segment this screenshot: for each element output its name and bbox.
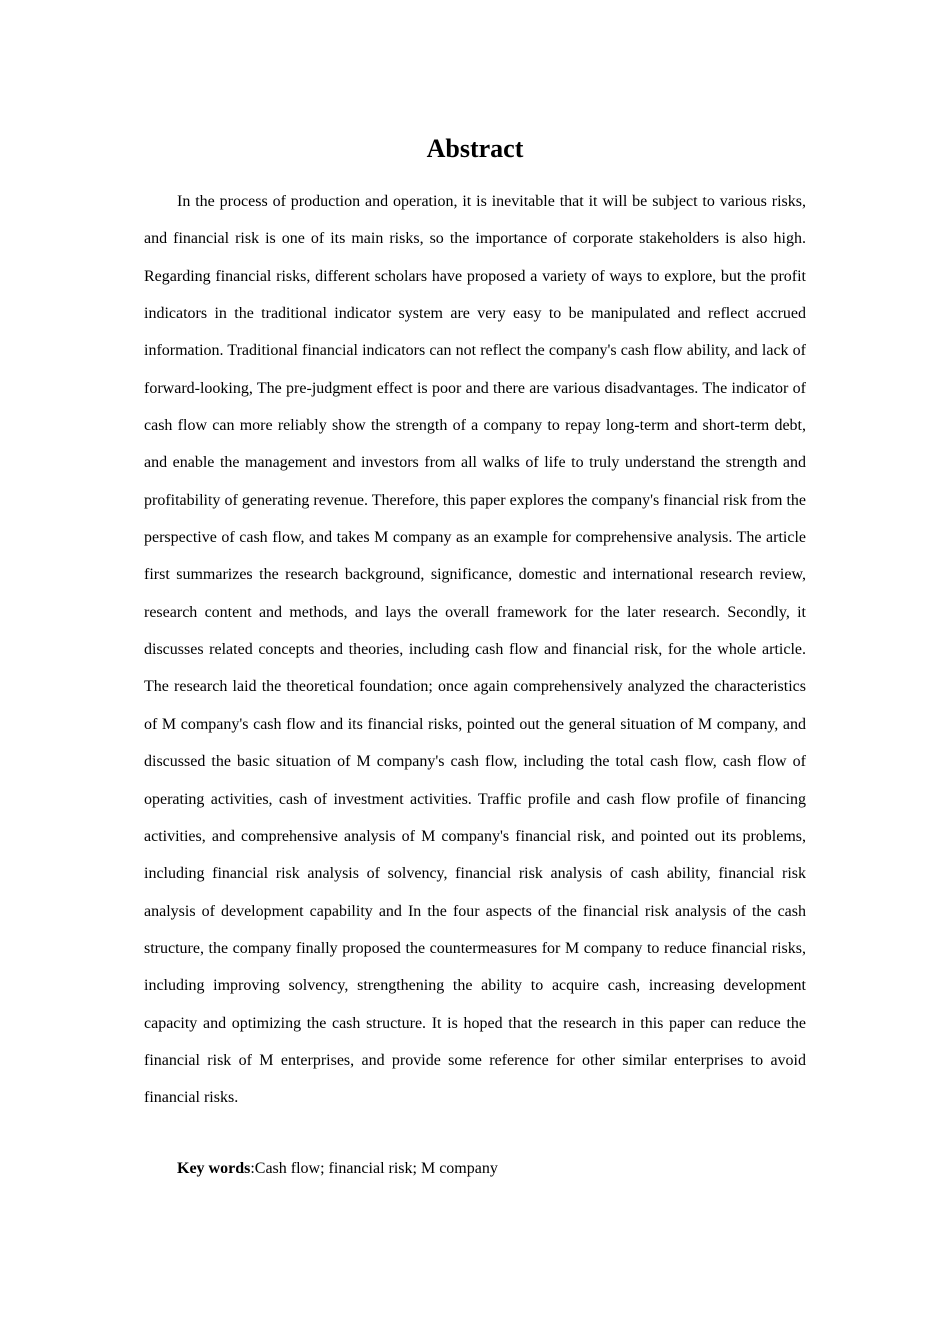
page-title: Abstract bbox=[426, 134, 524, 163]
abstract-body: In the process of production and operation, it is inevitable that it will be subject to various risks, and financial risk is one of its main risks, so the importance of corporate stakeholders is also high. Regarding financial risks, different scholars have proposed a variety of ways to explore, but the profit indicators in the traditional indicator system are very easy to be manipulated and reflect accrued information. Traditional financial indicators can not reflect the company's cash flow ability, and lack of forward-looking, The pre-judgment effect is poor and there are various disadvantages. The indicator of cash flow can more reliably show the strength of a company to repay long-term and short-term debt, and enable the management and investors from all walks of life to truly understand the strength and profitability of generating revenue. Therefore, this paper explores the company's financial risk from the perspective of cash flow, and takes M company as an example for comprehensive analysis. The article first summarizes the research background, significance, domestic and international research review, research content and methods, and lays the overall framework for the later research. Secondly, it discusses related concepts and theories, including cash flow and financial risk, for the whole article. The research laid the theoretical foundation; once again comprehensively analyzed the characteristics of M company's cash flow and its financial risks, pointed out the general situation of M company, and discussed the basic situation of M company's cash flow, including the total cash flow, cash flow of operating activities, cash of investment activities. Traffic profile and cash flow profile of financing activities, and comprehensive analysis of M company's financial risk, and pointed out its problems, including financial risk analysis of solvency, financial risk analysis of cash ability, financial risk analysis of development capability and In the four aspects of the financial risk analysis of the cash structure, the company finally proposed the countermeasures for M company to reduce financial risks, including improving solvency, strengthening the ability to acquire cash, increasing development capacity and optimizing the cash structure. It is hoped that the research in this paper can reduce the financial risk of M enterprises, and provide some reference for other similar enterprises to avoid financial risks. bbox=[144, 193, 806, 1107]
keywords-line bbox=[144, 1153, 806, 1185]
keywords-label: Key words bbox=[177, 1160, 251, 1177]
keywords-value: :Cash flow; financial risk; M company bbox=[250, 1160, 498, 1177]
